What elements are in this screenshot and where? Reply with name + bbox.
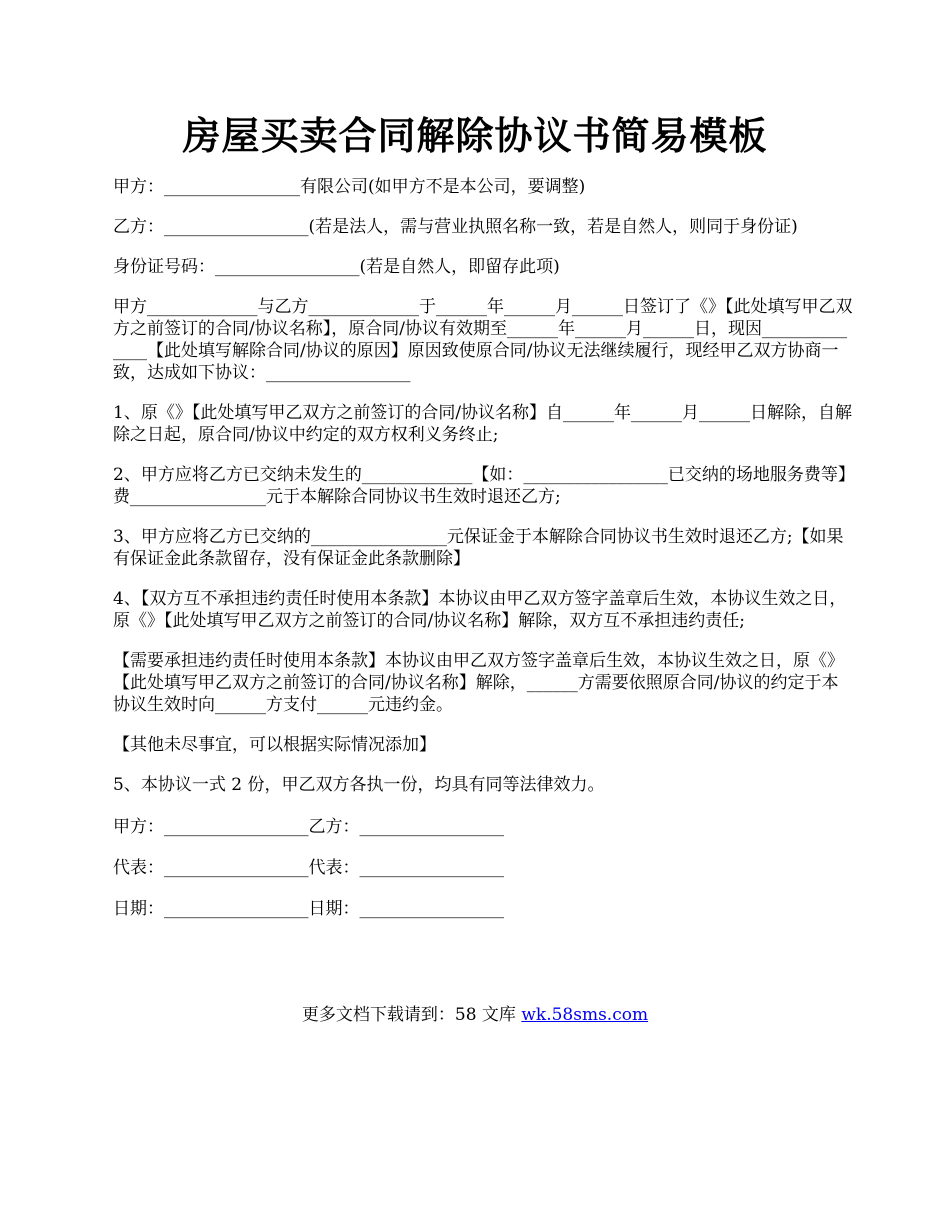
clause-5: 5、本协议一式 2 份，甲乙双方各执一份，均具有同等法律效力。 bbox=[113, 775, 605, 795]
party-a-line: 甲方：________________有限公司(如甲方不是本公司，要调整) bbox=[113, 177, 586, 197]
footer-text: 更多文档下载请到：58 文库 bbox=[301, 1005, 522, 1025]
clause-1: 1、原《》【此处填写甲乙双方之前签订的合同/协议名称】自______年______月______日解除，自解除之日起，原合同/协议中约定的双方权利义务终止; bbox=[113, 403, 853, 445]
clause-2: 2、甲方应将乙方已交纳未发生的_____________【如：_________________已交纳的场地服务费等】费________________元于本解除合同协议书生效时退还乙方; bbox=[113, 465, 847, 507]
document-title: 房屋买卖合同解除协议书简易模板 bbox=[182, 113, 768, 158]
footer bbox=[0, 1003, 950, 1027]
preamble-paragraph: 甲方_____________与乙方_____________于______年______月______日签订了《》【此处填写甲乙双方之前签订的合同/协议名称】，原合同/协议有效期至______年______月______日，现因______________【此处填写解除合同/协议的原因】原因致使原合同/协议无法继续履行，现经甲乙双方协商一致，达成如下协议：_________________ bbox=[113, 297, 853, 383]
signature-parties-row: 甲方：_________________乙方：_________________ bbox=[113, 817, 504, 837]
clause-4: 4、【双方互不承担违约责任时使用本条款】本协议由甲乙双方签字盖章后生效，本协议生效之日，原《》【此处填写甲乙双方之前签订的合同/协议名称】解除，双方互不承担违约责任; bbox=[113, 589, 847, 631]
document-body bbox=[113, 176, 853, 939]
clause-3: 3、甲方应将乙方已交纳的________________元保证金于本解除合同协议书生效时退还乙方;【如果有保证金此条款留存，没有保证金此条款删除】 bbox=[113, 527, 844, 569]
signature-date-row: 日期：_________________日期：_________________ bbox=[113, 899, 504, 919]
footer-link[interactable]: wk.58sms.com bbox=[521, 1005, 649, 1025]
signature-representative-row: 代表：_________________代表：_________________ bbox=[113, 858, 504, 878]
other-matters-note: 【其他未尽事宜，可以根据实际情况添加】 bbox=[113, 735, 436, 755]
party-b-line: 乙方：_________________(若是法人，需与营业执照名称一致，若是自然人，则同于身份证) bbox=[113, 217, 798, 237]
clause-4-alternative: 【需要承担违约责任时使用本条款】本协议由甲乙双方签字盖章后生效，本协议生效之日，原《》【此处填写甲乙双方之前签订的合同/协议名称】解除，______方需要依照原合同/协议的约定于本协议生效时向______方支付______元违约金。 bbox=[113, 651, 844, 715]
id-number-line: 身份证号码：_________________(若是自然人，即留存此项) bbox=[113, 257, 560, 277]
